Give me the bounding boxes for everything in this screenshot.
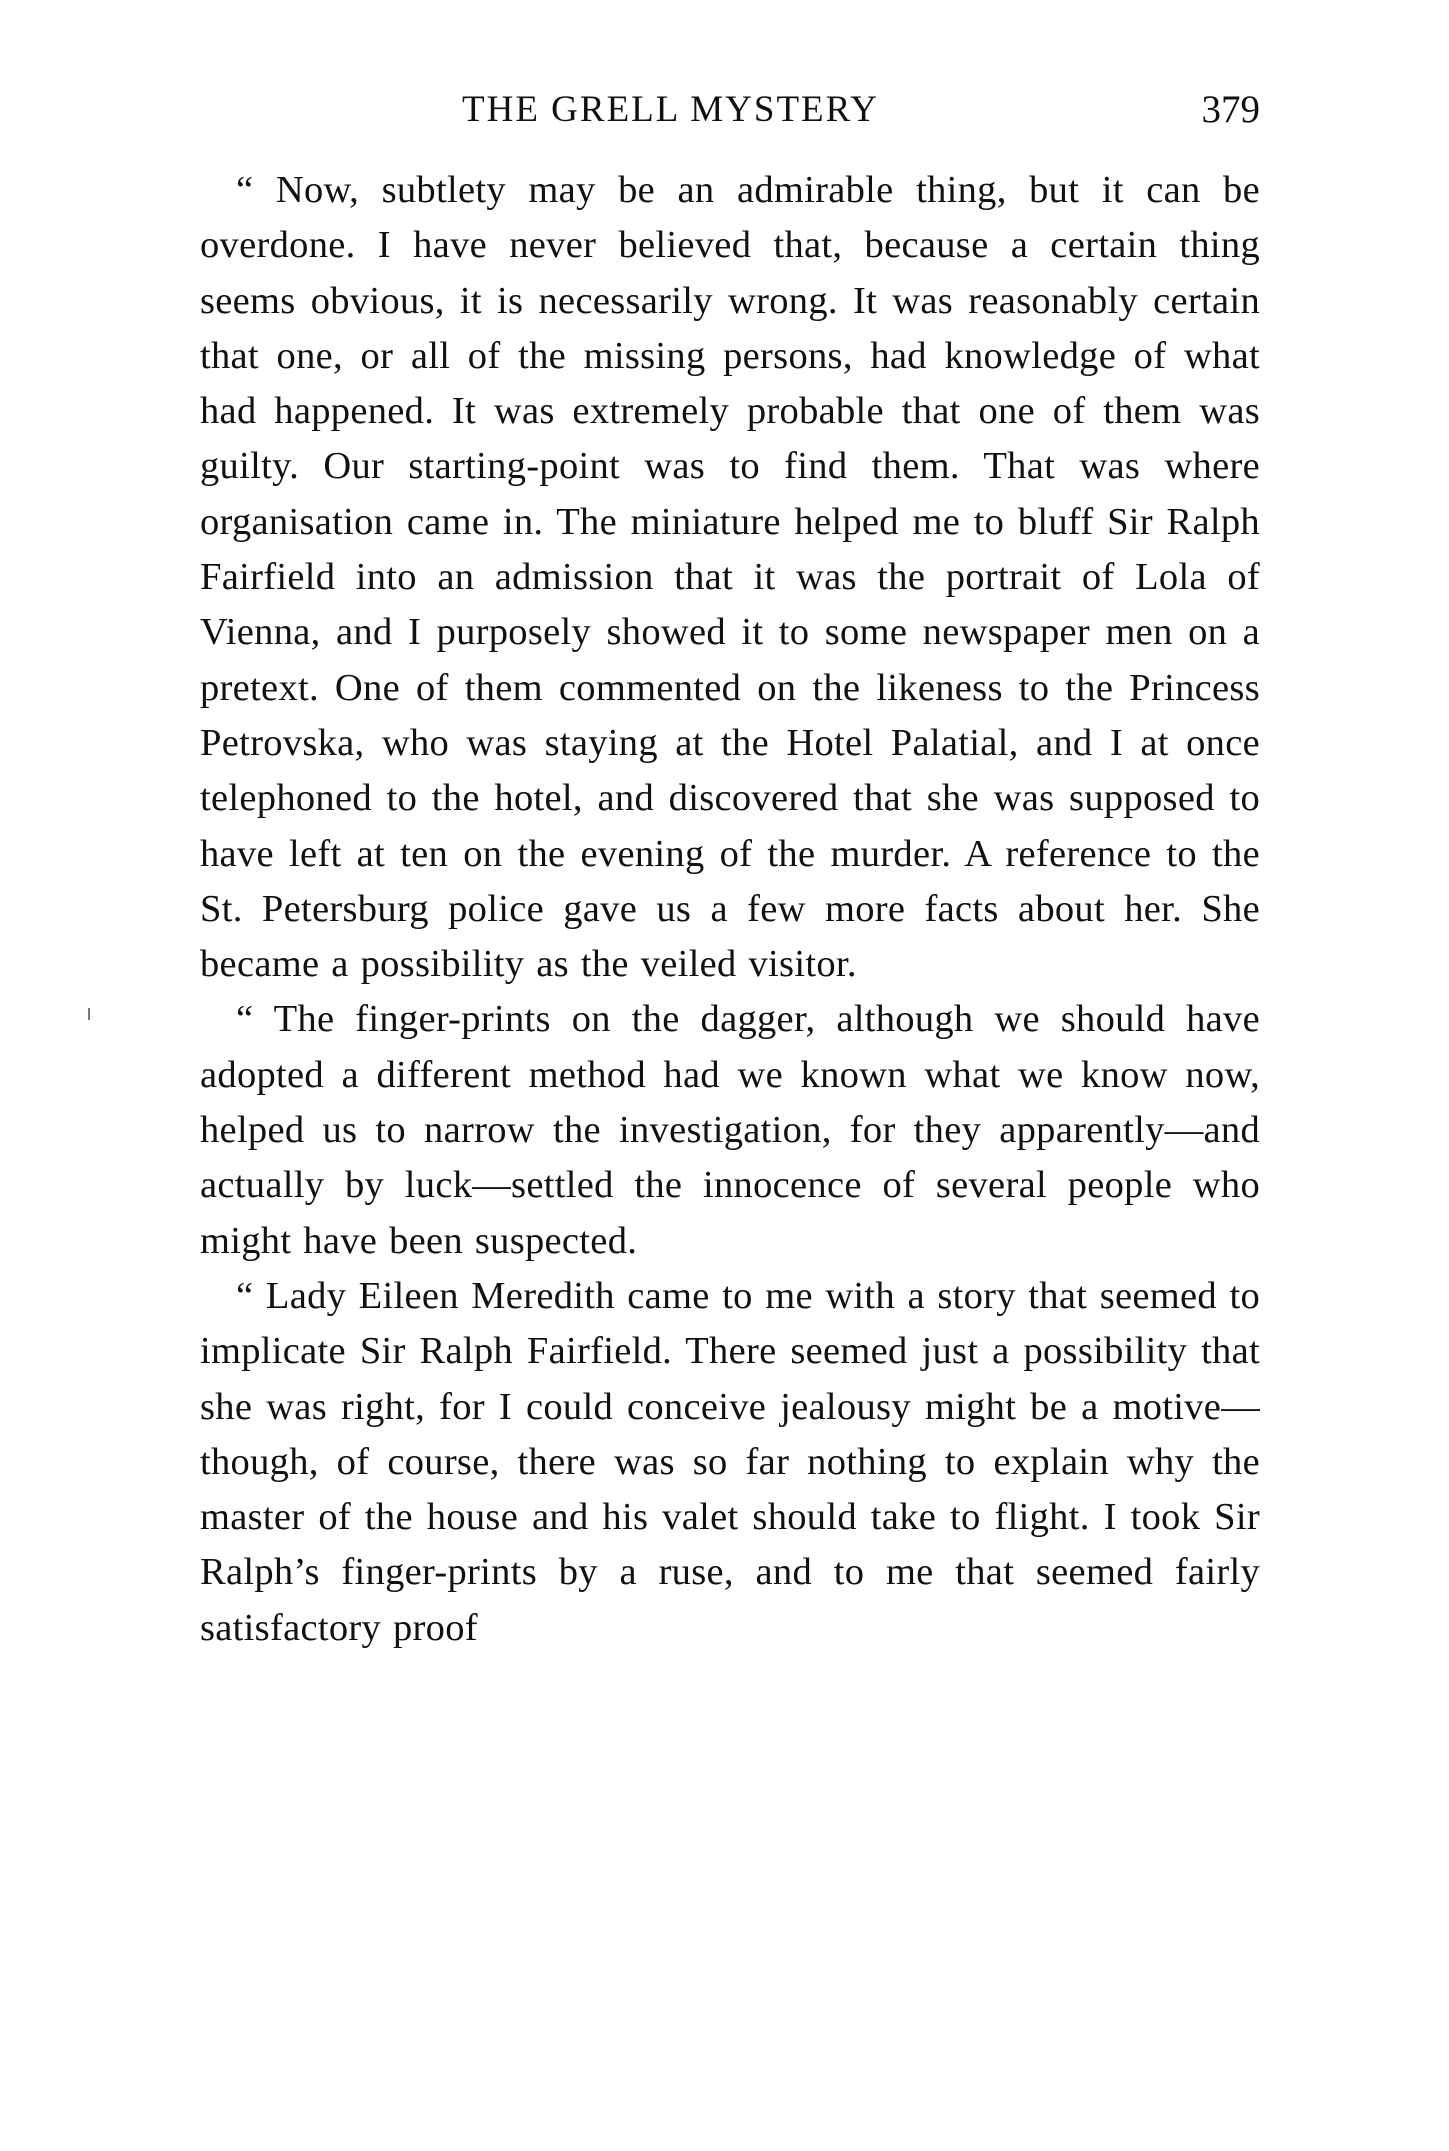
margin-speck: [88, 1008, 90, 1020]
running-head: [200, 80, 1260, 140]
paragraph: “ Now, subtlety may be an admirable thing, but it can be overdone. I have never believed that, because a certain thing seems obvious, it is necessarily wrong. It was reasonably certain that one, or all of the missing persons, had knowledge of what had happened. It was extremely probable that one of them was guilty. Our starting-point was to find them. That was where organisation came in. The miniature helped me to bluff Sir Ralph Fairfield into an admission that it was the portrait of Lola of Vienna, and I purposely showed it to some newspaper men on a pretext. One of them commented on the likeness to the Princess Petrovska, who was staying at the Hotel Palatial, and I at once telephoned to the hotel, and discovered that she was supposed to have left at ten on the evening of the murder. A reference to the St. Petersburg police gave us a few more facts about her. She became a possibility as the veiled visitor.: [200, 169, 1260, 986]
running-title: THE GRELL MYSTERY: [462, 89, 880, 130]
body-text: [200, 163, 1260, 1656]
page-number: 379: [1201, 88, 1260, 131]
paragraph: “ Lady Eileen Meredith came to me with a story that seemed to implicate Sir Ralph Fairfield. There seemed just a possibility that she was right, for I could conceive jealousy might be a motive—though, of course, there was so far nothing to explain why the master of the house and his valet should take to flight. I took Sir Ralph’s finger-prints by a ruse, and to me that seemed fairly satisfactory proof: [200, 1274, 1260, 1649]
paragraph: “ The finger-prints on the dagger, although we should have adopted a different method had we known what we know now, helped us to narrow the investigation, for they apparently—and actually by luck—settled the innocence of several people who might have been suspected.: [200, 998, 1260, 1262]
